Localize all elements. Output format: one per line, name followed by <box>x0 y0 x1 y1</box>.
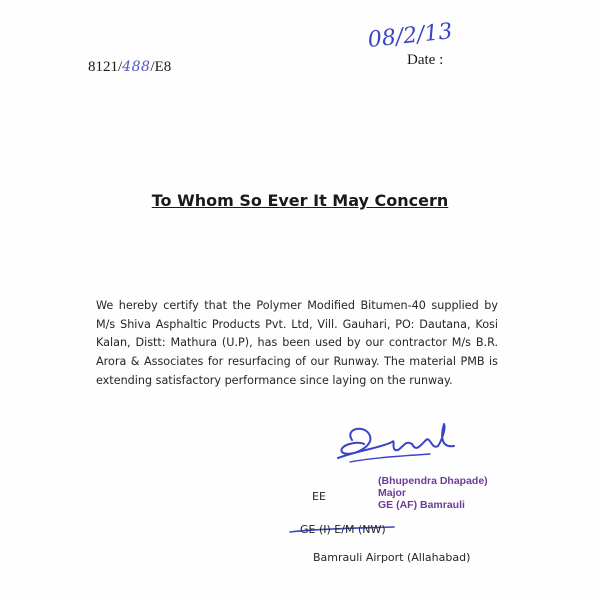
stamp-name: (Bhupendra Dhapade) <box>378 475 488 487</box>
ref-suffix: /E8 <box>150 59 172 75</box>
struck-designation: GE (I) E/M (NW) <box>300 523 386 536</box>
location: Bamrauli Airport (Allahabad) <box>313 551 471 564</box>
handwritten-date: 08/2/13 <box>366 19 454 53</box>
ref-handwritten-number: 488 <box>122 59 151 75</box>
signature <box>330 418 470 478</box>
date-label: Date : <box>407 52 444 68</box>
stamp-office: GE (AF) Bamrauli <box>378 499 465 511</box>
stamp-rank: Major <box>378 487 407 499</box>
letter-body: We hereby certify that the Polymer Modified Bitumen-40 supplied by M/s Shiva Asphaltic Products Pvt. Ltd, Vill. Gauhari, PO: Dautana, Kosi Kalan, Distt: Mathura (U.P), has been used by our contractor M/s B.R. Arora & Associates for resurfacing of our Runway. The material PMB is extending satisfactory performance since laying on the runway. <box>96 299 498 387</box>
reference-number <box>88 59 171 76</box>
designation: EE <box>312 490 326 503</box>
ref-prefix: 8121/ <box>88 59 123 75</box>
letter-title: To Whom So Ever It May Concern <box>151 191 449 210</box>
official-stamp <box>378 475 488 511</box>
